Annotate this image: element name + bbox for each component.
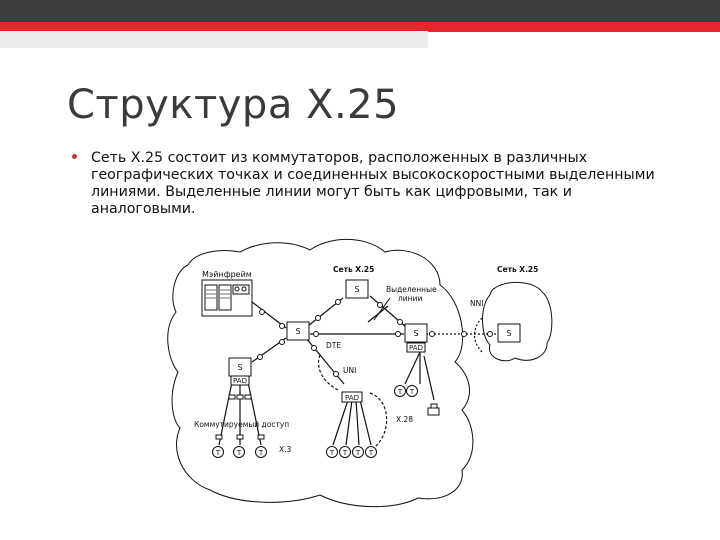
terminal-label: T (368, 449, 374, 457)
terminal-label: T (355, 449, 361, 457)
modem-icon (258, 435, 264, 439)
nni-label: NNI (470, 299, 484, 308)
network-label-main: Сеть X.25 (333, 265, 375, 274)
modem-icon (216, 435, 222, 439)
port-dot (312, 346, 317, 351)
leased-lines-label-1: Выделенные (386, 285, 437, 294)
port-dot (488, 332, 493, 337)
pad-left-label: PAD (233, 377, 247, 385)
pad-right-label: PAD (409, 344, 423, 352)
terminal-label: T (409, 388, 415, 396)
port-dot (398, 320, 403, 325)
terminal-remote-icon (428, 408, 439, 415)
port-dot (378, 303, 383, 308)
switch-left-label: S (237, 363, 243, 372)
switch-remote-label: S (506, 329, 512, 338)
port-dot (260, 310, 265, 315)
mainframe-label: Мэйнфрейм (202, 270, 252, 279)
port-dot (314, 332, 319, 337)
uni-label: UNI (343, 366, 357, 375)
port-dot (280, 324, 285, 329)
terminal-label: T (215, 449, 221, 457)
leased-lines-label-2: линии (398, 294, 423, 303)
switch-right-label: S (413, 329, 419, 338)
port-dot (334, 372, 339, 377)
terminal-label: T (258, 449, 264, 457)
port-dot (316, 316, 321, 321)
remote-network-cloud (483, 282, 552, 360)
port-dot (280, 340, 285, 345)
terminal-label: T (236, 449, 242, 457)
port-dot (462, 332, 467, 337)
dialup-label: Коммутируемый доступ (194, 420, 290, 429)
modem-icon (229, 395, 235, 399)
modem-icon (237, 395, 243, 399)
mainframe-icon (202, 280, 252, 316)
pad-center-label: PAD (345, 394, 359, 402)
port-dot (430, 332, 435, 337)
terminal-label: T (342, 449, 348, 457)
modem-icon (431, 404, 437, 408)
terminal-label: T (397, 388, 403, 396)
port-dot (396, 332, 401, 337)
terminal-label: T (329, 449, 335, 457)
x3-label: X.3 (279, 445, 292, 454)
port-dot (258, 355, 263, 360)
network-label-remote: Сеть X.25 (497, 265, 539, 274)
port-dot (336, 300, 341, 305)
slide-title: Структура X.25 (67, 82, 400, 128)
modem-icon (245, 395, 251, 399)
x28-label: X.28 (396, 415, 414, 424)
dte-label: DTE (326, 341, 342, 350)
switch-top-label: S (354, 285, 360, 294)
main-network-cloud (168, 239, 473, 506)
bullet-text: Сеть X.25 состоит из коммутаторов, расположенных в различных географических точках и соединенных высокоскоростными выделенными линиями. Выделенные линии могут быть как цифровыми, так и аналоговыми. (91, 150, 655, 217)
switch-center-label: S (295, 327, 301, 336)
modem-icon (237, 435, 243, 439)
